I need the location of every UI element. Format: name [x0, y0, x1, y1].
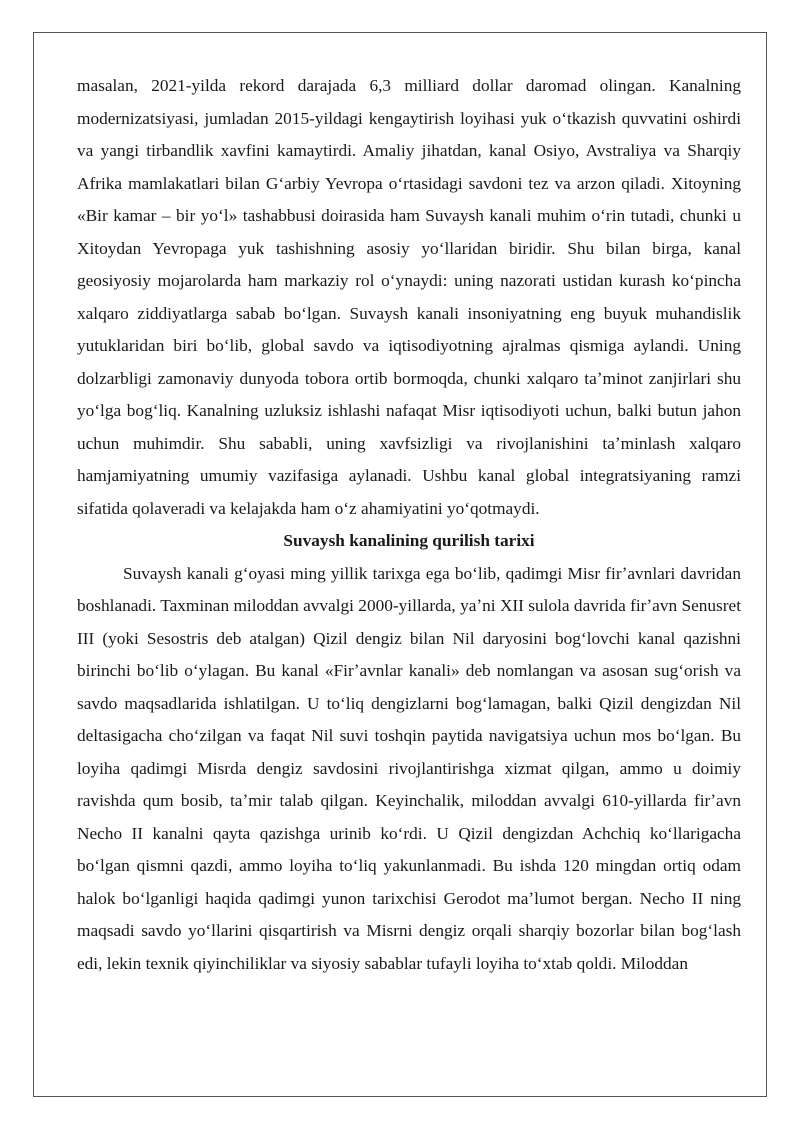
- body-paragraph: Suvaysh kanali gʻoyasi ming yillik tarixga ega boʻlib, qadimgi Misr firʼavnlari davridan boshlanadi. Taxminan miloddan avvalgi 2000-yillarda, yaʼni XII sulola davrida firʼavn Senusret III (yoki Sesostris deb atalgan) Qizil dengiz bilan Nil daryosini bogʻlovchi kanal qazishni birinchi boʻlib oʻylagan. Bu kanal «Firʼavnlar kanali» deb nomlangan va asosan sugʻorish va savdo maqsadlarida ishlatilgan. U toʻliq dengizlarni bogʻlamagan, balki Qizil dengizdan Nil deltasigacha choʻzilgan va faqat Nil suvi toshqin paytida navigatsiya uchun mos boʻlgan. Bu loyiha qadimgi Misrda dengiz savdosini rivojlantirishga xizmat qilgan, ammo u doimiy ravishda qum bosib, taʼmir talab qilgan. Keyinchalik, miloddan avvalgi 610-yillarda firʼavn Necho II kanalni qayta qazishga urinib koʻrdi. U Qizil dengizdan Achchiq koʻllarigacha boʻlgan qismni qazdi, ammo loyiha toʻliq yakunlanmadi. Bu ishda 120 mingdan ortiq odam halok boʻlganligi haqida qadimgi yunon tarixchisi Gerodot maʼlumot bergan. Necho II ning maqsadi savdo yoʻllarini qisqartirish va Misrni dengiz orqali sharqiy bozorlar bilan bogʻlash edi, lekin texnik qiyinchiliklar va siyosiy sabablar tufayli loyiha toʻxtab qoldi. Miloddan: [77, 563, 741, 973]
- body-paragraph: masalan, 2021-yilda rekord darajada 6,3 milliard dollar daromad olingan. Kanalning modernizatsiyasi, jumladan 2015-yildagi kengaytirish loyihasi yuk oʻtkazish quvvatini oshirdi va yangi tirbandlik xavfini kamaytirdi. Amaliy jihatdan, kanal Osiyo, Avstraliya va Sharqiy Afrika mamlakatlari bilan Gʻarbiy Yevropa oʻrtasidagi savdoni tez va arzon qiladi. Xitoyning «Bir kamar – bir yoʻl» tashabbusi doirasida ham Suvaysh kanali muhim oʻrin tutadi, chunki u Xitoydan Yevropaga yuk tashishning asosiy yoʻllaridan biridir. Shu bilan birga, kanal geosiyosiy mojarolarda ham markaziy rol oʻynaydi: uning nazorati ustidan kurash koʻpincha xalqaro ziddiyatlarga sabab boʻlgan. Suvaysh kanali insoniyatning eng buyuk muhandislik yutuklaridan biri boʻlib, global savdo va iqtisodiyotning ajralmas qismiga aylandi. Uning dolzarbligi zamonaviy dunyoda tobora ortib bormoqda, chunki xalqaro taʼminot zanjirlari shu yoʻlga bogʻliq. Kanalning uzluksiz ishlashi nafaqat Misr iqtisodiyoti uchun, balki butun jahon uchun muhimdir. Shu sababli, uning xavfsizligi va rivojlanishini taʼminlash xalqaro hamjamiyatning umumiy vazifasiga aylanadi. Ushbu kanal global integratsiyaning ramzi sifatida qolaveradi va kelajakda ham oʻz ahamiyatini yoʻqotmaydi.: [77, 76, 741, 518]
- section-heading: Suvaysh kanalining qurilish tarixi: [283, 531, 535, 550]
- document-body: [77, 70, 741, 980]
